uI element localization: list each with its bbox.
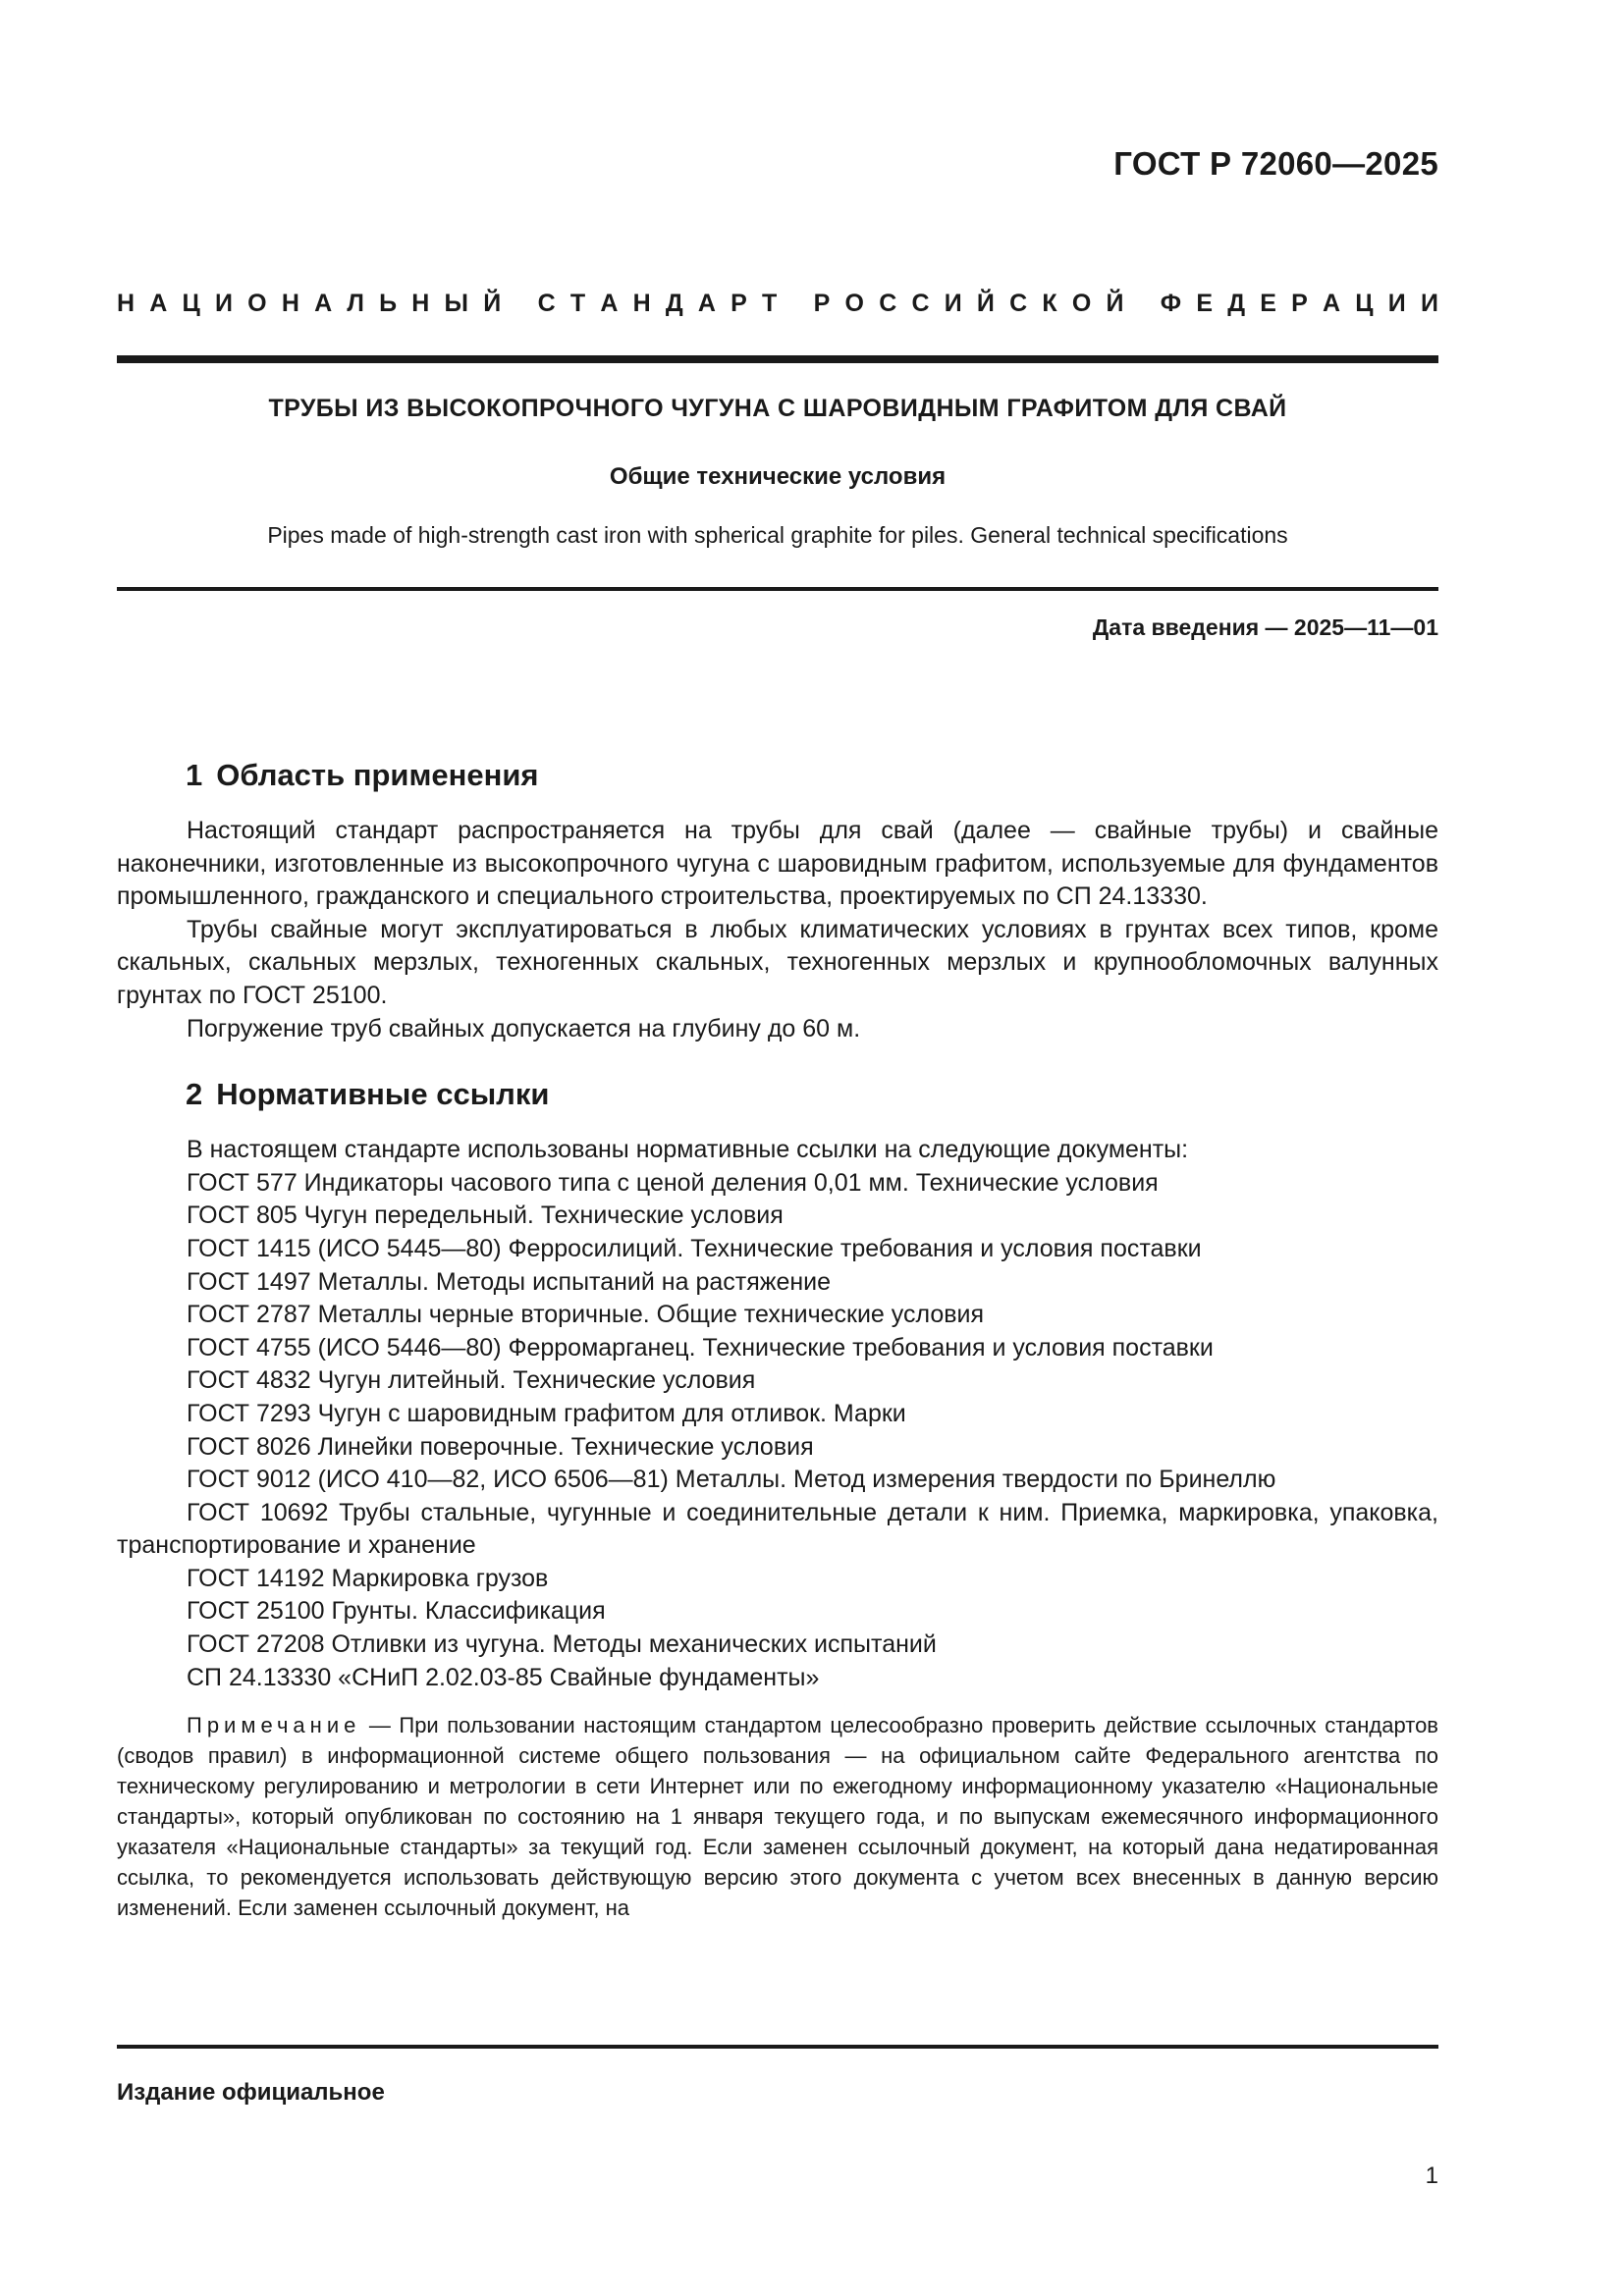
banner-letter: Е <box>1196 290 1214 317</box>
banner-letter: Н <box>411 290 430 317</box>
section-2-intro: В настоящем стандарте использованы нормативные ссылки на следующие документы: <box>187 1136 1189 1164</box>
page-number: 1 <box>1425 2163 1438 2189</box>
title-rule <box>117 587 1438 591</box>
banner-letter: О <box>247 290 267 317</box>
document-subtitle: Общие технические условия <box>609 463 947 490</box>
banner-letter: К <box>1042 290 1057 317</box>
banner-letter: Д <box>665 290 683 317</box>
reference-item: ГОСТ 9012 (ИСО 410—82, ИСО 6506—81) Металлы. Метод измерения твердости по Бринеллю <box>187 1466 1276 1494</box>
section-1-heading <box>186 756 1438 795</box>
reference-item: ГОСТ 4755 (ИСО 5446—80) Ферромарганец. Технические требования и условия поставки <box>187 1333 1214 1362</box>
header-rule-thick <box>117 355 1438 363</box>
reference-item: ГОСТ 4832 Чугун литейный. Технические условия <box>187 1366 756 1395</box>
reference-list-continued <box>117 1563 1438 1694</box>
english-title: Pipes made of high-strength cast iron with spherical graphite for piles. General technical specifications <box>267 522 1288 548</box>
banner-letter: С <box>911 290 930 317</box>
reference-list <box>117 1167 1438 1497</box>
reference-item: ГОСТ 7293 Чугун с шаровидным графитом для отливок. Марки <box>187 1399 906 1427</box>
banner-letter: Н <box>632 290 651 317</box>
banner-letter: Р <box>1291 290 1308 317</box>
banner-letter: С <box>1009 290 1028 317</box>
banner-letter: А <box>600 290 619 317</box>
footer-rule <box>117 2045 1438 2049</box>
note <box>117 1710 1438 1923</box>
reference-item: ГОСТ 8026 Линейки поверочные. Технические условия <box>187 1432 814 1461</box>
banner-space <box>1139 290 1146 318</box>
section-1-title: Область применения <box>216 758 539 792</box>
banner-letter: А <box>1323 290 1341 317</box>
banner-letter: И <box>1387 290 1406 317</box>
banner-letter: Ы <box>444 290 469 317</box>
section-1-paragraph: Погружение труб свайных допускается на глубину до 60 м. <box>187 1014 861 1042</box>
banner-letter: Р <box>731 290 747 317</box>
banner-letter: Л <box>347 290 364 317</box>
banner-letter: И <box>215 290 233 317</box>
banner-letter: Д <box>1227 290 1246 317</box>
reference-item: ГОСТ 10692 Трубы стальные, чугунные и соединительные детали к ним. Приемка, маркировка, упаковка, транспортирование и хранение <box>117 1498 1438 1560</box>
banner-letter: А <box>697 290 716 317</box>
section-1-paragraph: Трубы свайные могут эксплуатироваться в любых климатических условиях в грунтах всех типов, кроме скальных, скальных мерзлых, техногенных скальных, техногенных мерзлых и крупнообломочных валунных грунтах по ГОСТ 25100. <box>117 915 1438 1009</box>
reference-item: СП 24.13330 «СНиП 2.02.03-85 Свайные фундаменты» <box>187 1663 820 1691</box>
banner-letter: О <box>844 290 864 317</box>
banner-space <box>792 290 799 318</box>
banner-letter: А <box>314 290 333 317</box>
section-1-paragraph: Настоящий стандарт распространяется на трубы для свай (далее — свайные трубы) и свайные наконечники, изготовленные из высокопрочного чугуна с шаровидным графитом, используемые для фундаментов промышленного, гражданского и специального строительства, проектируемых по СП 24.13330. <box>117 817 1438 911</box>
reference-item: ГОСТ 14192 Маркировка грузов <box>187 1564 549 1592</box>
banner-letter: Р <box>813 290 831 317</box>
banner-letter: Е <box>1260 290 1276 317</box>
doc-number: ГОСТ Р 72060—2025 <box>1113 145 1438 182</box>
banner-letter: Ь <box>379 290 398 317</box>
banner-letter: И <box>944 290 962 317</box>
reference-item: ГОСТ 25100 Грунты. Классификация <box>187 1597 606 1626</box>
banner-letter: Й <box>1106 290 1124 317</box>
section-1-number: 1 <box>186 758 203 792</box>
section-2-heading <box>186 1075 1438 1114</box>
reference-item: ГОСТ 27208 Отливки из чугуна. Методы механических испытаний <box>187 1630 937 1659</box>
banner-letter: Ф <box>1160 290 1182 317</box>
banner-letter: Т <box>762 290 778 317</box>
section-2-number: 2 <box>186 1077 203 1112</box>
banner-space <box>515 290 522 318</box>
note-label: Примечание <box>187 1713 361 1738</box>
banner-letter: О <box>1071 290 1092 317</box>
reference-item: ГОСТ 1415 (ИСО 5445—80) Ферросилиций. Технические требования и условия поставки <box>187 1234 1202 1262</box>
note-text: — При пользовании настоящим стандартом целесообразно проверить действие ссылочных стандартов (сводов правил) в информационной системе общего пользования — на официальном сайте Федерального агентства по техническому регулированию и метрологии в сети Интернет или по ежегодному информационному указателю «Национальные стандарты», который опубликован по состоянию на 1 января текущего года, и по выпускам ежемесячного информационного указателя «Национальные стандарты» за текущий год. Если заменен ссылочный документ, на который дана недатированная ссылка, то рекомендуется использовать действующую версию этого документа с учетом всех внесенных в данную версию изменений. Если заменен ссылочный документ, на <box>117 1713 1438 1921</box>
document-page <box>117 0 1438 2296</box>
banner-letter: Ц <box>1355 290 1374 317</box>
banner-letter: Н <box>117 290 135 317</box>
national-standard-banner <box>117 290 1438 318</box>
reference-item: ГОСТ 2787 Металлы черные вторичные. Общие технические условия <box>187 1301 985 1329</box>
document-title: ТРУБЫ ИЗ ВЫСОКОПРОЧНОГО ЧУГУНА С ШАРОВИДНЫМ ГРАФИТОМ ДЛЯ СВАЙ <box>268 395 1287 422</box>
edition-label: Издание официальное <box>117 2079 385 2106</box>
reference-item: ГОСТ 577 Индикаторы часового типа с ценой деления 0,01 мм. Технические условия <box>187 1168 1159 1197</box>
banner-letter: Й <box>483 290 502 317</box>
banner-letter: Т <box>569 290 586 317</box>
document-body <box>117 756 1438 1945</box>
banner-letter: А <box>149 290 168 317</box>
reference-item: ГОСТ 1497 Металлы. Методы испытаний на растяжение <box>187 1267 832 1296</box>
banner-letter: Ц <box>182 290 200 317</box>
banner-letter: Й <box>976 290 995 317</box>
banner-letter: И <box>1420 290 1438 317</box>
section-2-title: Нормативные ссылки <box>216 1077 550 1112</box>
reference-item: ГОСТ 805 Чугун передельный. Технические условия <box>187 1201 784 1230</box>
banner-letter: С <box>537 290 556 317</box>
introduction-date: Дата введения — 2025—11—01 <box>1092 614 1438 640</box>
banner-letter: Н <box>281 290 299 317</box>
banner-letter: С <box>879 290 897 317</box>
